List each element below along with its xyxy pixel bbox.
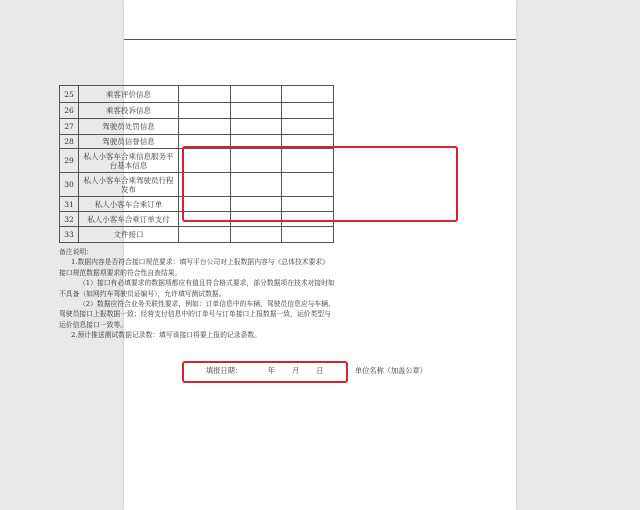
table-cell — [179, 227, 231, 243]
notes-line: （1）接口有必填要求的数据项都应有值且符合格式要求，部分数据项在技术对接时如不具备（如网约车驾驶员证编号），允许填写测试数据。 — [59, 279, 335, 298]
fill-date: 填报日期： 年 月 日 — [206, 366, 324, 375]
table-cell — [179, 119, 231, 135]
table-row — [60, 86, 334, 103]
notes-line: 2.预计推送测试数据记录数：填写该接口将要上报的记录条数。 — [71, 331, 261, 340]
table-cell — [282, 86, 334, 103]
interface-name: 驾驶员处罚信息 — [79, 119, 179, 135]
table-highlight-box — [182, 146, 458, 222]
row-number: 33 — [60, 227, 79, 243]
notes-title: 备注说明： — [59, 248, 93, 256]
interface-name: 乘客投诉信息 — [79, 103, 179, 119]
row-number: 31 — [60, 197, 79, 212]
row-number: 32 — [60, 212, 79, 227]
row-number: 30 — [60, 173, 79, 197]
row-number: 27 — [60, 119, 79, 135]
table-cell — [282, 119, 334, 135]
notes-line: 1.数据内容是否符合接口规范要求：填写平台公司对上报数据内容与《总体技术要求》接口规范数据项要求的符合性自查结果。 — [59, 258, 329, 277]
interface-name: 乘客评价信息 — [79, 86, 179, 103]
row-number: 28 — [60, 135, 79, 149]
table-cell — [230, 119, 282, 135]
header-divider — [124, 39, 516, 40]
table-cell — [282, 227, 334, 243]
interface-name: 私人小客车合乘订单支付 — [79, 212, 179, 227]
notes-line: （2）数据应符合业务关联性要求，例如：订单信息中的车辆、驾驶员信息应与车辆、驾驶员接口上报数据一致；经营支付信息中的订单号与订单接口上报数据一致，运价类型与运价信息接口一致等。 — [59, 300, 335, 329]
table-cell — [230, 227, 282, 243]
table-cell — [179, 86, 231, 103]
table-cell — [230, 86, 282, 103]
table-row — [60, 227, 334, 243]
interface-name: 私人小客车合乘驾驶员行程发布 — [79, 173, 179, 197]
interface-name: 驾驶员信誉信息 — [79, 135, 179, 149]
interface-name: 私人小客车合乘订单 — [79, 197, 179, 212]
table-row — [60, 103, 334, 119]
unit-name: 单位名称（加盖公章） — [355, 366, 427, 375]
table-cell — [179, 103, 231, 119]
row-number: 26 — [60, 103, 79, 119]
notes-section — [59, 247, 335, 341]
interface-name: 文件接口 — [79, 227, 179, 243]
row-number: 25 — [60, 86, 79, 103]
interface-name: 私人小客车合乘信息服务平台基本信息 — [79, 149, 179, 173]
row-number: 29 — [60, 149, 79, 173]
table-row — [60, 119, 334, 135]
table-cell — [282, 103, 334, 119]
table-cell — [230, 103, 282, 119]
